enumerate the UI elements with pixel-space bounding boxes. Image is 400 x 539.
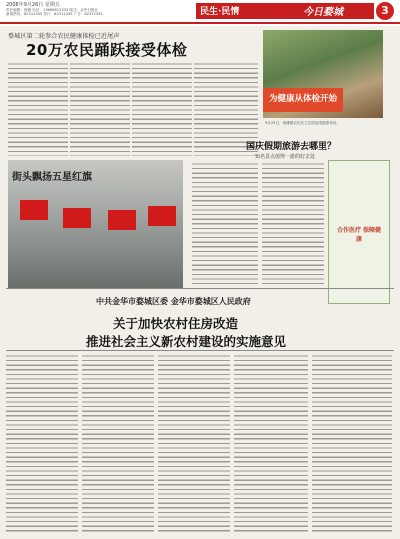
- street-photo-title: 街头飘扬五星红旗: [12, 172, 92, 183]
- photo-caption: 9月25日，琅琊镇农民在卫生院接受健康体检。: [265, 121, 341, 125]
- holiday-subtitle: 知名景点值得一游的好去处: [255, 154, 316, 160]
- lead-kicker: 婺城区第二轮参合农民健康体检已近尾声: [8, 33, 120, 40]
- main-title-line1: 关于加快农村住房改造: [113, 316, 239, 331]
- header-rule: [0, 22, 400, 24]
- article-column: [8, 62, 68, 156]
- flag-icon: [20, 200, 48, 220]
- section-divider: [6, 288, 394, 289]
- checkup-photo: [263, 30, 383, 118]
- editor-info: [6, 8, 166, 17]
- article-column: [6, 354, 78, 534]
- issue-date: 2008年9月26日 星期五: [6, 2, 60, 8]
- info-line: 新闻热线：82312345 发行：82312345 广告：82312345: [6, 12, 103, 17]
- title-rule: [6, 350, 394, 351]
- advertisement: [328, 160, 390, 304]
- flag-icon: [108, 210, 136, 230]
- article-column: [158, 354, 230, 534]
- main-title-line2: 推进社会主义新农村建设的实施意见: [86, 334, 287, 349]
- ad-title: 合作医疗 保障健康: [336, 227, 382, 243]
- article-column: [70, 62, 130, 156]
- masthead: 今日婺城: [303, 7, 343, 18]
- article-column: [262, 162, 324, 284]
- article-column: [192, 162, 258, 284]
- photo-sign: 为健康从体检开始: [269, 94, 338, 104]
- flag-icon: [148, 206, 176, 226]
- holiday-headline: 国庆假期旅游去哪里？: [246, 142, 337, 152]
- lead-headline: 20万农民踊跃接受体检: [26, 41, 188, 59]
- article-column: [234, 354, 308, 534]
- flag-icon: [63, 208, 91, 228]
- page-number-badge: 3: [376, 2, 394, 20]
- article-column: [82, 354, 154, 534]
- article-column: [312, 354, 392, 534]
- article-column: [132, 62, 192, 156]
- issuing-org: 中共金华市婺城区委 金华市婺城区人民政府: [96, 297, 251, 306]
- section-title: 民生·民情: [200, 7, 240, 17]
- info-line: 责任编辑：杨德 电话：13666612333 版式：金华日报社: [6, 8, 99, 12]
